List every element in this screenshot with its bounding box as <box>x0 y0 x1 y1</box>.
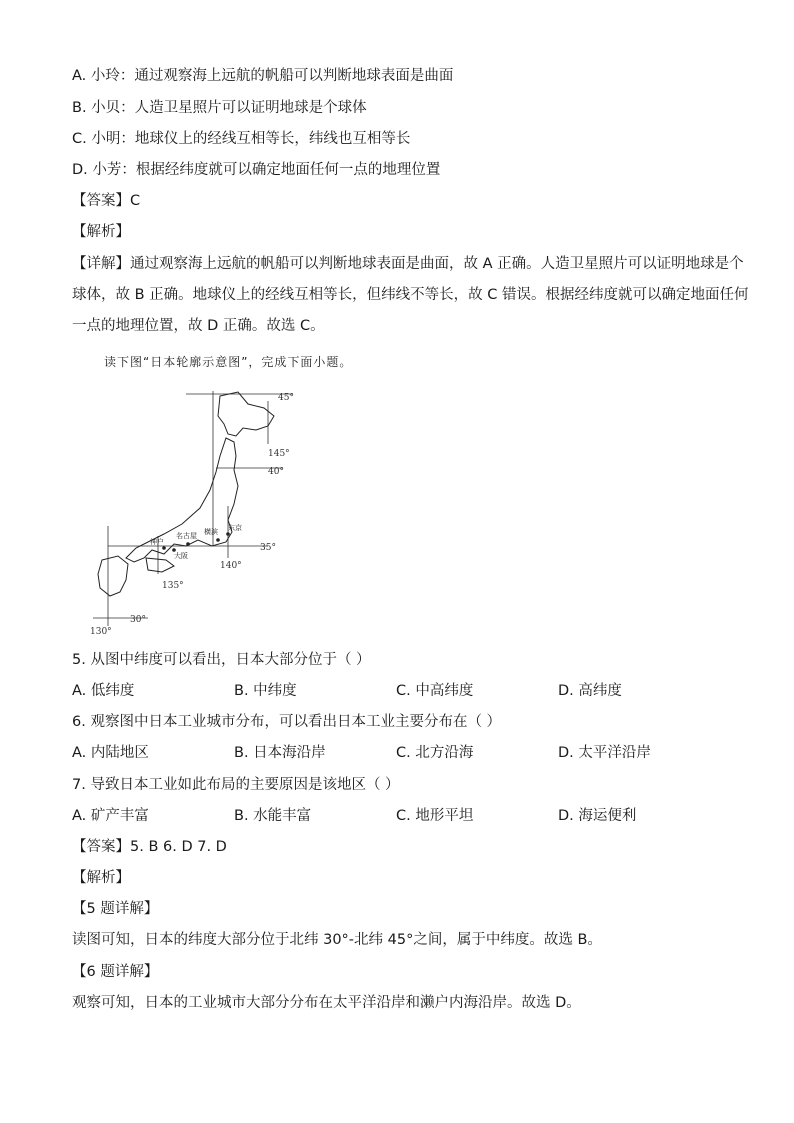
q6-option-c: C. 北方沿海 <box>396 745 474 761</box>
lon-label-135: 135° <box>162 581 184 591</box>
sub-6-heading: 【6 题详解】 <box>72 964 159 980</box>
question-5-stem: 5. 从图中纬度可以看出，日本大部分位于（ ） <box>72 652 371 668</box>
map-intro: 读下图“日本轮廓示意图”，完成下面小题。 <box>104 355 353 369</box>
analysis-heading: 【解析】 <box>72 224 130 240</box>
option-d-text: D. 小芳：根据经纬度就可以确定地面任何一点的地理位置 <box>72 162 441 178</box>
japan-outline-map <box>88 386 318 636</box>
lat-label-40: 40° <box>268 467 284 477</box>
city-label-osaka: 大阪 <box>174 552 188 560</box>
q6-option-d: D. 太平洋沿岸 <box>558 745 651 761</box>
q6-option-b: B. 日本海沿岸 <box>234 745 326 761</box>
q5-option-d: D. 高纬度 <box>558 683 622 699</box>
city-label-yokohama: 横滨 <box>204 528 218 536</box>
lat-label-30: 30° <box>130 615 146 625</box>
sub-5-heading: 【5 题详解】 <box>72 901 159 917</box>
city-label-nagoya: 名古屋 <box>176 532 197 540</box>
q5-option-c: C. 中高纬度 <box>396 683 474 699</box>
sub-5-text: 读图可知，日本的纬度大部分位于北纬 30°-北纬 45°之间，属于中纬度。故选 B。 <box>72 932 602 948</box>
lon-label-140: 140° <box>220 561 242 571</box>
option-c-text: C. 小明：地球仪上的经线互相等长，纬线也互相等长 <box>72 131 411 147</box>
q6-option-a: A. 内陆地区 <box>72 745 149 761</box>
city-label-kobe: 神户 <box>150 538 164 546</box>
q7-option-a: A. 矿产丰富 <box>72 808 149 824</box>
sub-6-text: 观察可知，日本的工业城市大部分分布在太平洋沿岸和濑户内海沿岸。故选 D。 <box>72 995 581 1011</box>
question-6-stem: 6. 观察图中日本工业城市分布，可以看出日本工业主要分布在（ ） <box>72 714 502 730</box>
answer-label: 【答案】C <box>72 193 141 209</box>
detail-line-2: 球体，故 B 正确。地球仪上的经线互相等长，但纬线不等长，故 C 错误。根据经纬度就可以确定地面任何 <box>72 287 749 303</box>
q7-option-d: D. 海运便利 <box>558 808 637 824</box>
answer-2-label: 【答案】5. B 6. D 7. D <box>72 839 227 855</box>
detail-line-3: 一点的地理位置，故 D 正确。故选 C。 <box>72 318 325 334</box>
lat-label-35: 35° <box>260 543 276 553</box>
q7-option-c: C. 地形平坦 <box>396 808 474 824</box>
city-label-tokyo: 东京 <box>228 524 242 532</box>
q7-option-b: B. 水能丰富 <box>234 808 312 824</box>
detail-line-1: 【详解】通过观察海上远航的帆船可以判断地球表面是曲面，故 A 正确。人造卫星照片可以证明地球是个 <box>72 256 744 272</box>
lon-label-130: 130° <box>90 627 112 636</box>
option-a-text: A. 小玲：通过观察海上远航的帆船可以判断地球表面是曲面 <box>72 68 454 84</box>
question-7-stem: 7. 导致日本工业如此布局的主要原因是该地区（ ） <box>72 777 400 793</box>
map-grid <box>93 391 293 626</box>
q5-option-b: B. 中纬度 <box>234 683 297 699</box>
q5-option-a: A. 低纬度 <box>72 683 135 699</box>
lon-label-145: 145° <box>268 449 290 459</box>
lat-label-45: 45° <box>278 393 294 403</box>
option-b-text: B. 小贝：人造卫星照片可以证明地球是个球体 <box>72 100 367 116</box>
japan-coastline <box>98 392 274 596</box>
analysis-2-heading: 【解析】 <box>72 870 130 886</box>
